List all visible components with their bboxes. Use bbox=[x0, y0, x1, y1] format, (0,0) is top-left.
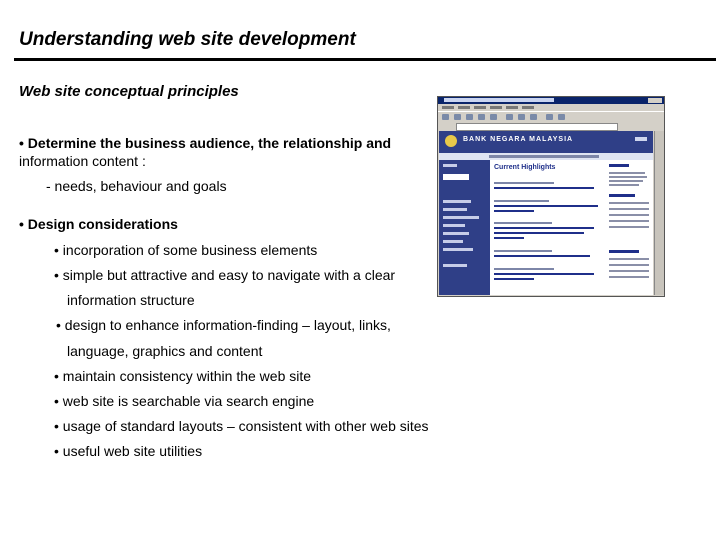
site-name: BANK NEGARA MALAYSIA bbox=[463, 136, 574, 143]
current-highlights-heading: Current Highlights bbox=[494, 164, 556, 171]
item-utilities: • useful web site utilities bbox=[54, 443, 203, 459]
site-sidebar-right bbox=[607, 160, 653, 295]
page-scrollbar bbox=[654, 131, 664, 295]
item-simple-navigation-cont: information structure bbox=[67, 292, 195, 308]
slide-subtitle: Web site conceptual principles bbox=[19, 83, 239, 100]
browser-screenshot bbox=[437, 96, 665, 297]
sub-needs: - needs, behaviour and goals bbox=[46, 178, 227, 194]
item-information-finding-cont: language, graphics and content bbox=[67, 343, 263, 359]
title-rule bbox=[14, 58, 716, 61]
item-searchable: • web site is searchable via search engine bbox=[54, 393, 315, 409]
bullet-design-considerations: • Design considerations bbox=[19, 216, 178, 232]
browser-titlebar bbox=[438, 97, 664, 104]
crest-icon bbox=[445, 135, 457, 147]
browser-menubar bbox=[438, 104, 664, 111]
item-simple-navigation: • simple but attractive and easy to navigate with a clear bbox=[54, 267, 396, 283]
bullet-business-audience-cont: information content : bbox=[19, 153, 146, 169]
browser-address-bar bbox=[438, 122, 664, 130]
website-page bbox=[439, 131, 653, 295]
site-content bbox=[491, 160, 605, 295]
item-consistency: • maintain consistency within the web site bbox=[54, 368, 312, 384]
welcome-strip bbox=[439, 153, 653, 160]
bullet-business-audience: • Determine the business audience, the relationship and bbox=[19, 135, 392, 151]
browser-toolbar bbox=[438, 111, 664, 122]
site-banner bbox=[439, 131, 653, 153]
site-nav bbox=[439, 160, 490, 295]
item-standard-layouts: • usage of standard layouts – consistent with other web sites bbox=[54, 418, 429, 434]
item-business-elements: • incorporation of some business elements bbox=[54, 242, 318, 258]
slide-title: Understanding web site development bbox=[19, 29, 356, 50]
item-information-finding: • design to enhance information-finding – layout, links, bbox=[56, 317, 391, 333]
